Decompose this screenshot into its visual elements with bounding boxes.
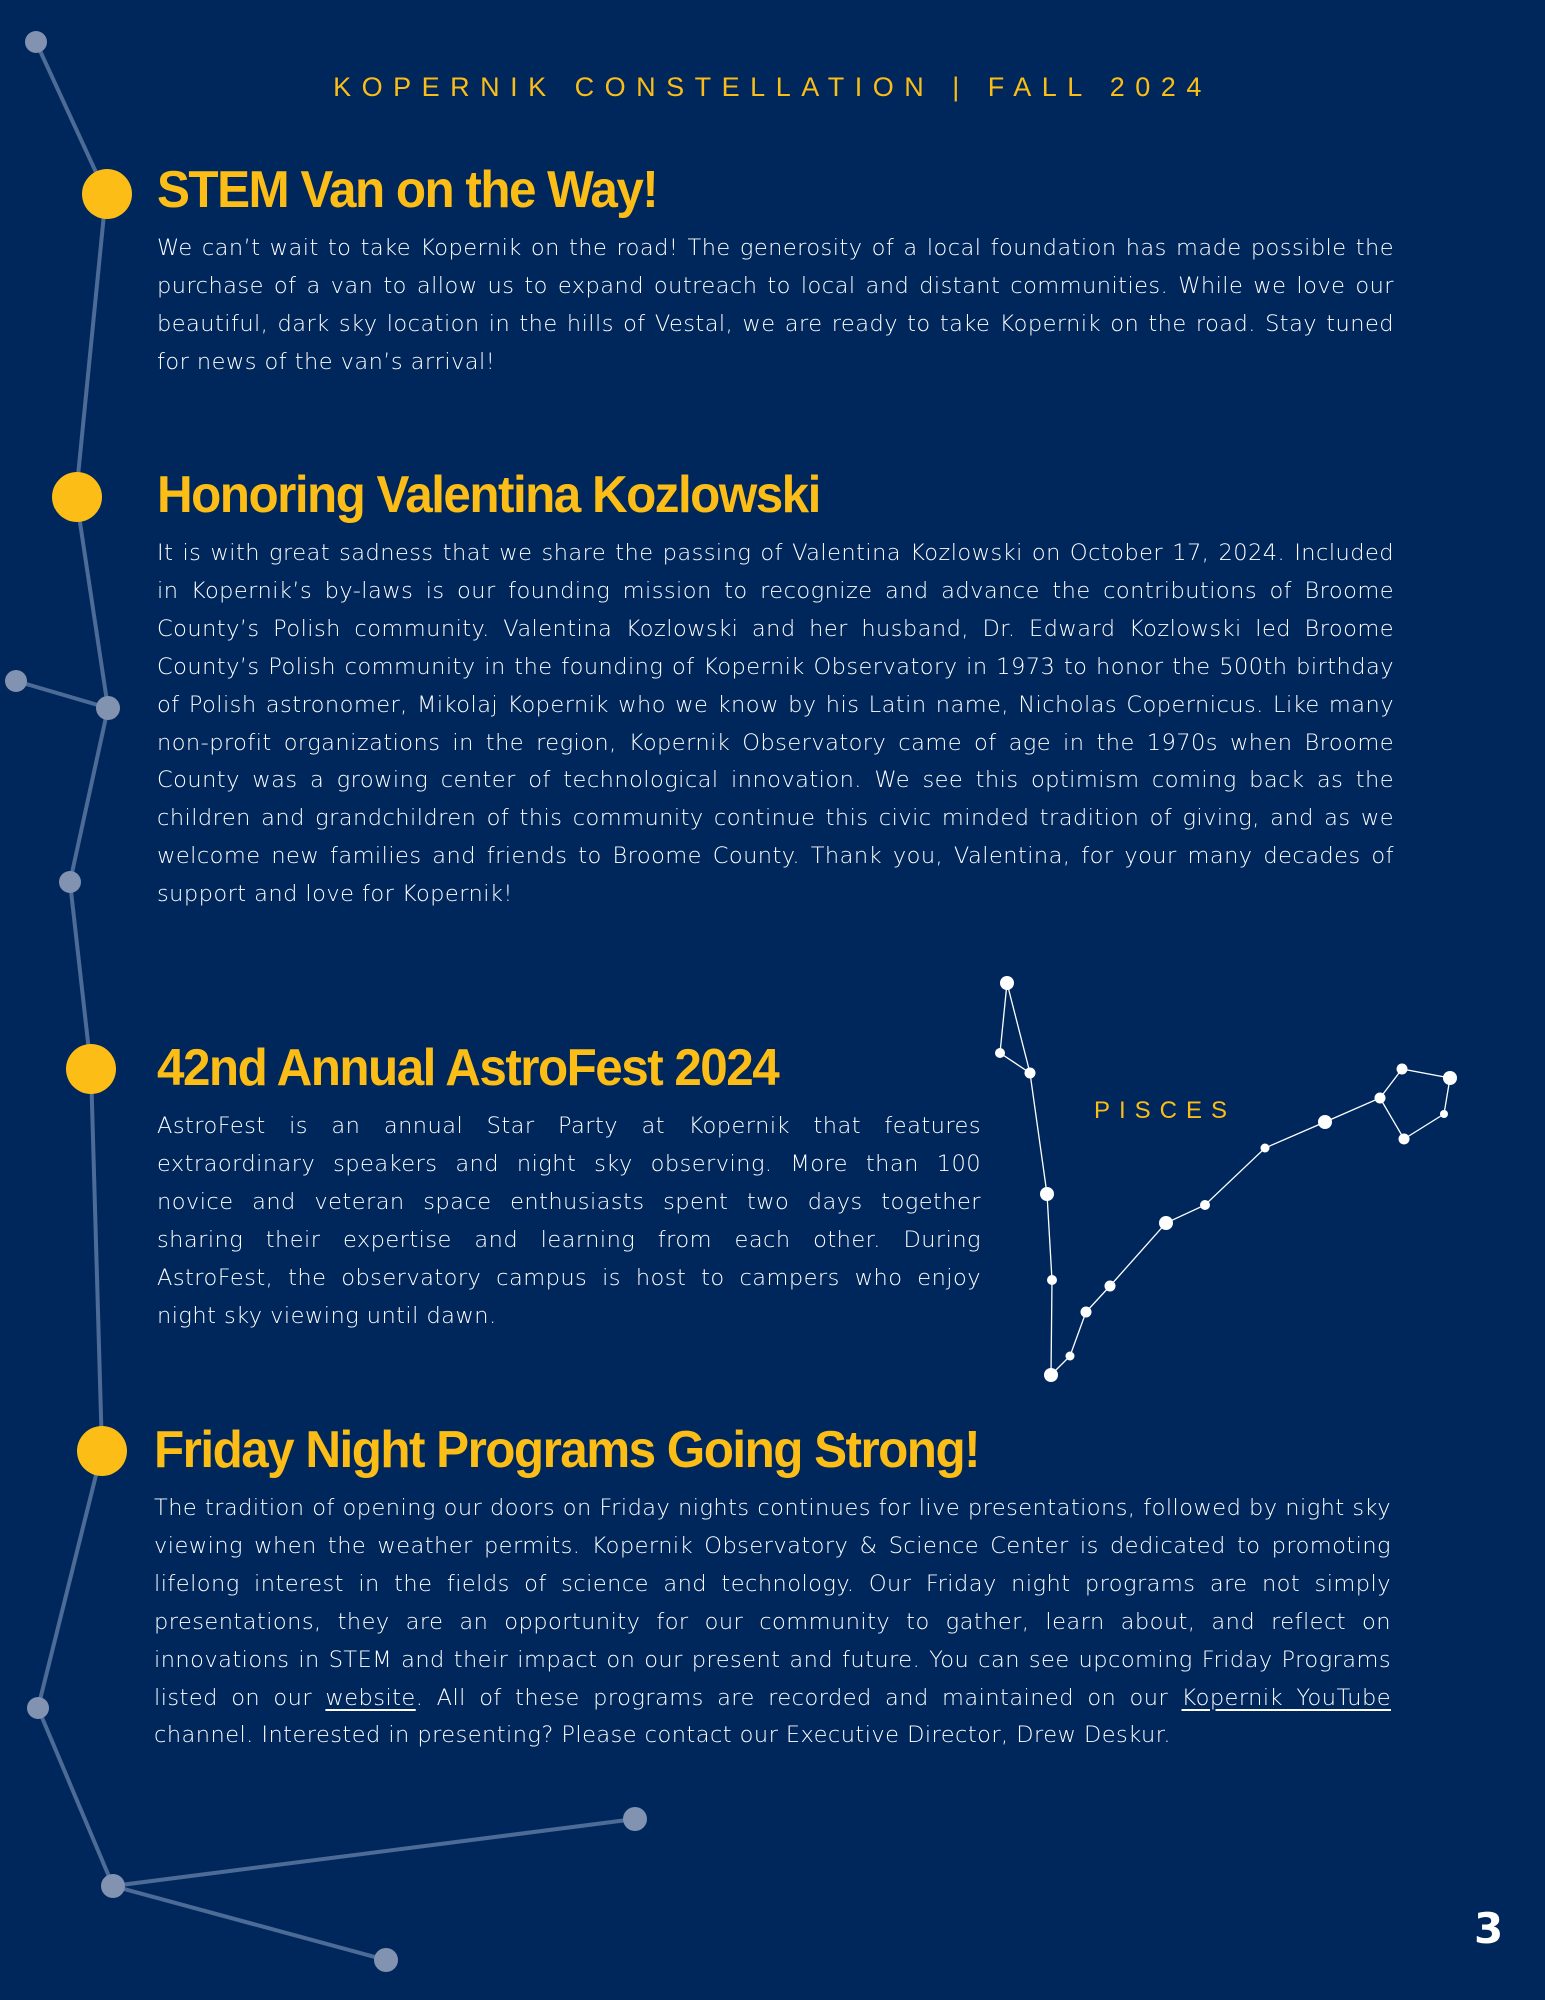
- body-text: channel. Interested in presenting? Please contact our Executive Director, Drew Deskur.: [154, 1722, 1171, 1749]
- star: [1399, 1134, 1410, 1145]
- section-body: It is with great sadness that we share the passing of Valentina Kozlowski on October 17, 2024. Included in Kopernik’s by-laws is our founding mission to recognize and advance the contributions of Broome County’s Polish community. Valentina Kozlowski and her husband, Dr. Edward Kozlowski led Broome County’s Polish community in the founding of Kopernik Observatory in 1973 to honor the 500th birthday of Polish astronomer, Mikolaj Kopernik who we know by his Latin name, Nicholas Copernicus. Like many non-profit organizations in the region, Kopernik Observatory came of age in the 1970s when Broome County was a growing center of technological innovation. We see this optimism coming back as the children and grandchildren of this community continue this civic minded tradition of giving, and as we welcome new families and friends to Broome County. Thank you, Valentina, for your many decades of support and love for Kopernik!: [157, 540, 1394, 908]
- timeline-node: [623, 1807, 647, 1831]
- timeline-node: [59, 871, 81, 893]
- star: [1159, 1216, 1173, 1230]
- star: [1397, 1064, 1408, 1075]
- timeline-node: [5, 670, 27, 692]
- star: [995, 1048, 1005, 1058]
- section-body: We can’t wait to take Kopernik on the road! The generosity of a local foundation has made possible the purchase of a van to allow us to expand outreach to local and distant communities. While we love our beautiful, dark sky location in the hills of Vestal, we are ready to take Kopernik on the road. Stay tuned for news of the van’s arrival!: [157, 235, 1394, 375]
- youtube-link[interactable]: Kopernik YouTube: [1181, 1684, 1391, 1711]
- star: [1025, 1068, 1036, 1079]
- star: [1261, 1144, 1270, 1153]
- section-stem-van: [157, 158, 1394, 382]
- section-friday-night: [154, 1418, 1391, 1755]
- body-text: The tradition of opening our doors on Friday nights continues for live presentations, followed by night sky viewing when the weather permits. Kopernik Observatory & Science Center is dedicated to promoting lifelong interest in the fields of science and technology. Our Friday night programs are not simply presentations, they are an opportunity for our community to gather, learn about, and reflect on innovations in STEM and their impact on our present and future. You can see upcoming Friday Programs listed on our: [154, 1495, 1391, 1711]
- timeline-node: [96, 696, 120, 720]
- section-astrofest: [157, 1036, 981, 1335]
- timeline-node: [101, 1874, 125, 1898]
- section-marker-1: [82, 169, 132, 219]
- section-title: Friday Night Programs Going Strong!: [154, 1421, 980, 1479]
- page-number: 3: [1474, 1904, 1504, 1953]
- website-link[interactable]: website: [325, 1684, 416, 1711]
- star: [1040, 1187, 1054, 1201]
- timeline-node: [27, 1697, 49, 1719]
- star: [1044, 1368, 1058, 1382]
- section-body: [154, 1490, 1391, 1755]
- star: [1000, 976, 1014, 990]
- star: [1443, 1071, 1457, 1085]
- timeline-node: [374, 1948, 398, 1972]
- star: [1200, 1200, 1210, 1210]
- star: [1066, 1352, 1075, 1361]
- section-marker-2: [52, 472, 102, 522]
- star: [1081, 1307, 1092, 1318]
- star: [1375, 1093, 1386, 1104]
- constellation-label: PISCES: [1094, 1097, 1237, 1124]
- section-title: Honoring Valentina Kozlowski: [157, 466, 820, 524]
- masthead: KOPERNIK CONSTELLATION | FALL 2024: [333, 72, 1212, 102]
- timeline-node: [25, 31, 47, 53]
- section-title: STEM Van on the Way!: [157, 161, 658, 219]
- section-body: AstroFest is an annual Star Party at Kopernik that features extraordinary speakers and night sky observing. More than 100 novice and veteran space enthusiasts spent two days together sharing their expertise and learning from each other. During AstroFest, the observatory campus is host to campers who enjoy night sky viewing until dawn.: [157, 1113, 981, 1329]
- body-text: . All of these programs are recorded and maintained on our: [415, 1684, 1182, 1711]
- section-marker-3: [66, 1044, 116, 1094]
- section-title: 42nd Annual AstroFest 2024: [157, 1039, 779, 1097]
- star: [1440, 1110, 1448, 1118]
- pisces-constellation-icon: [995, 976, 1457, 1382]
- section-marker-4: [77, 1426, 127, 1476]
- star: [1047, 1275, 1057, 1285]
- section-honoring-valentina: [157, 463, 1394, 914]
- star: [1105, 1281, 1116, 1292]
- star: [1318, 1115, 1332, 1129]
